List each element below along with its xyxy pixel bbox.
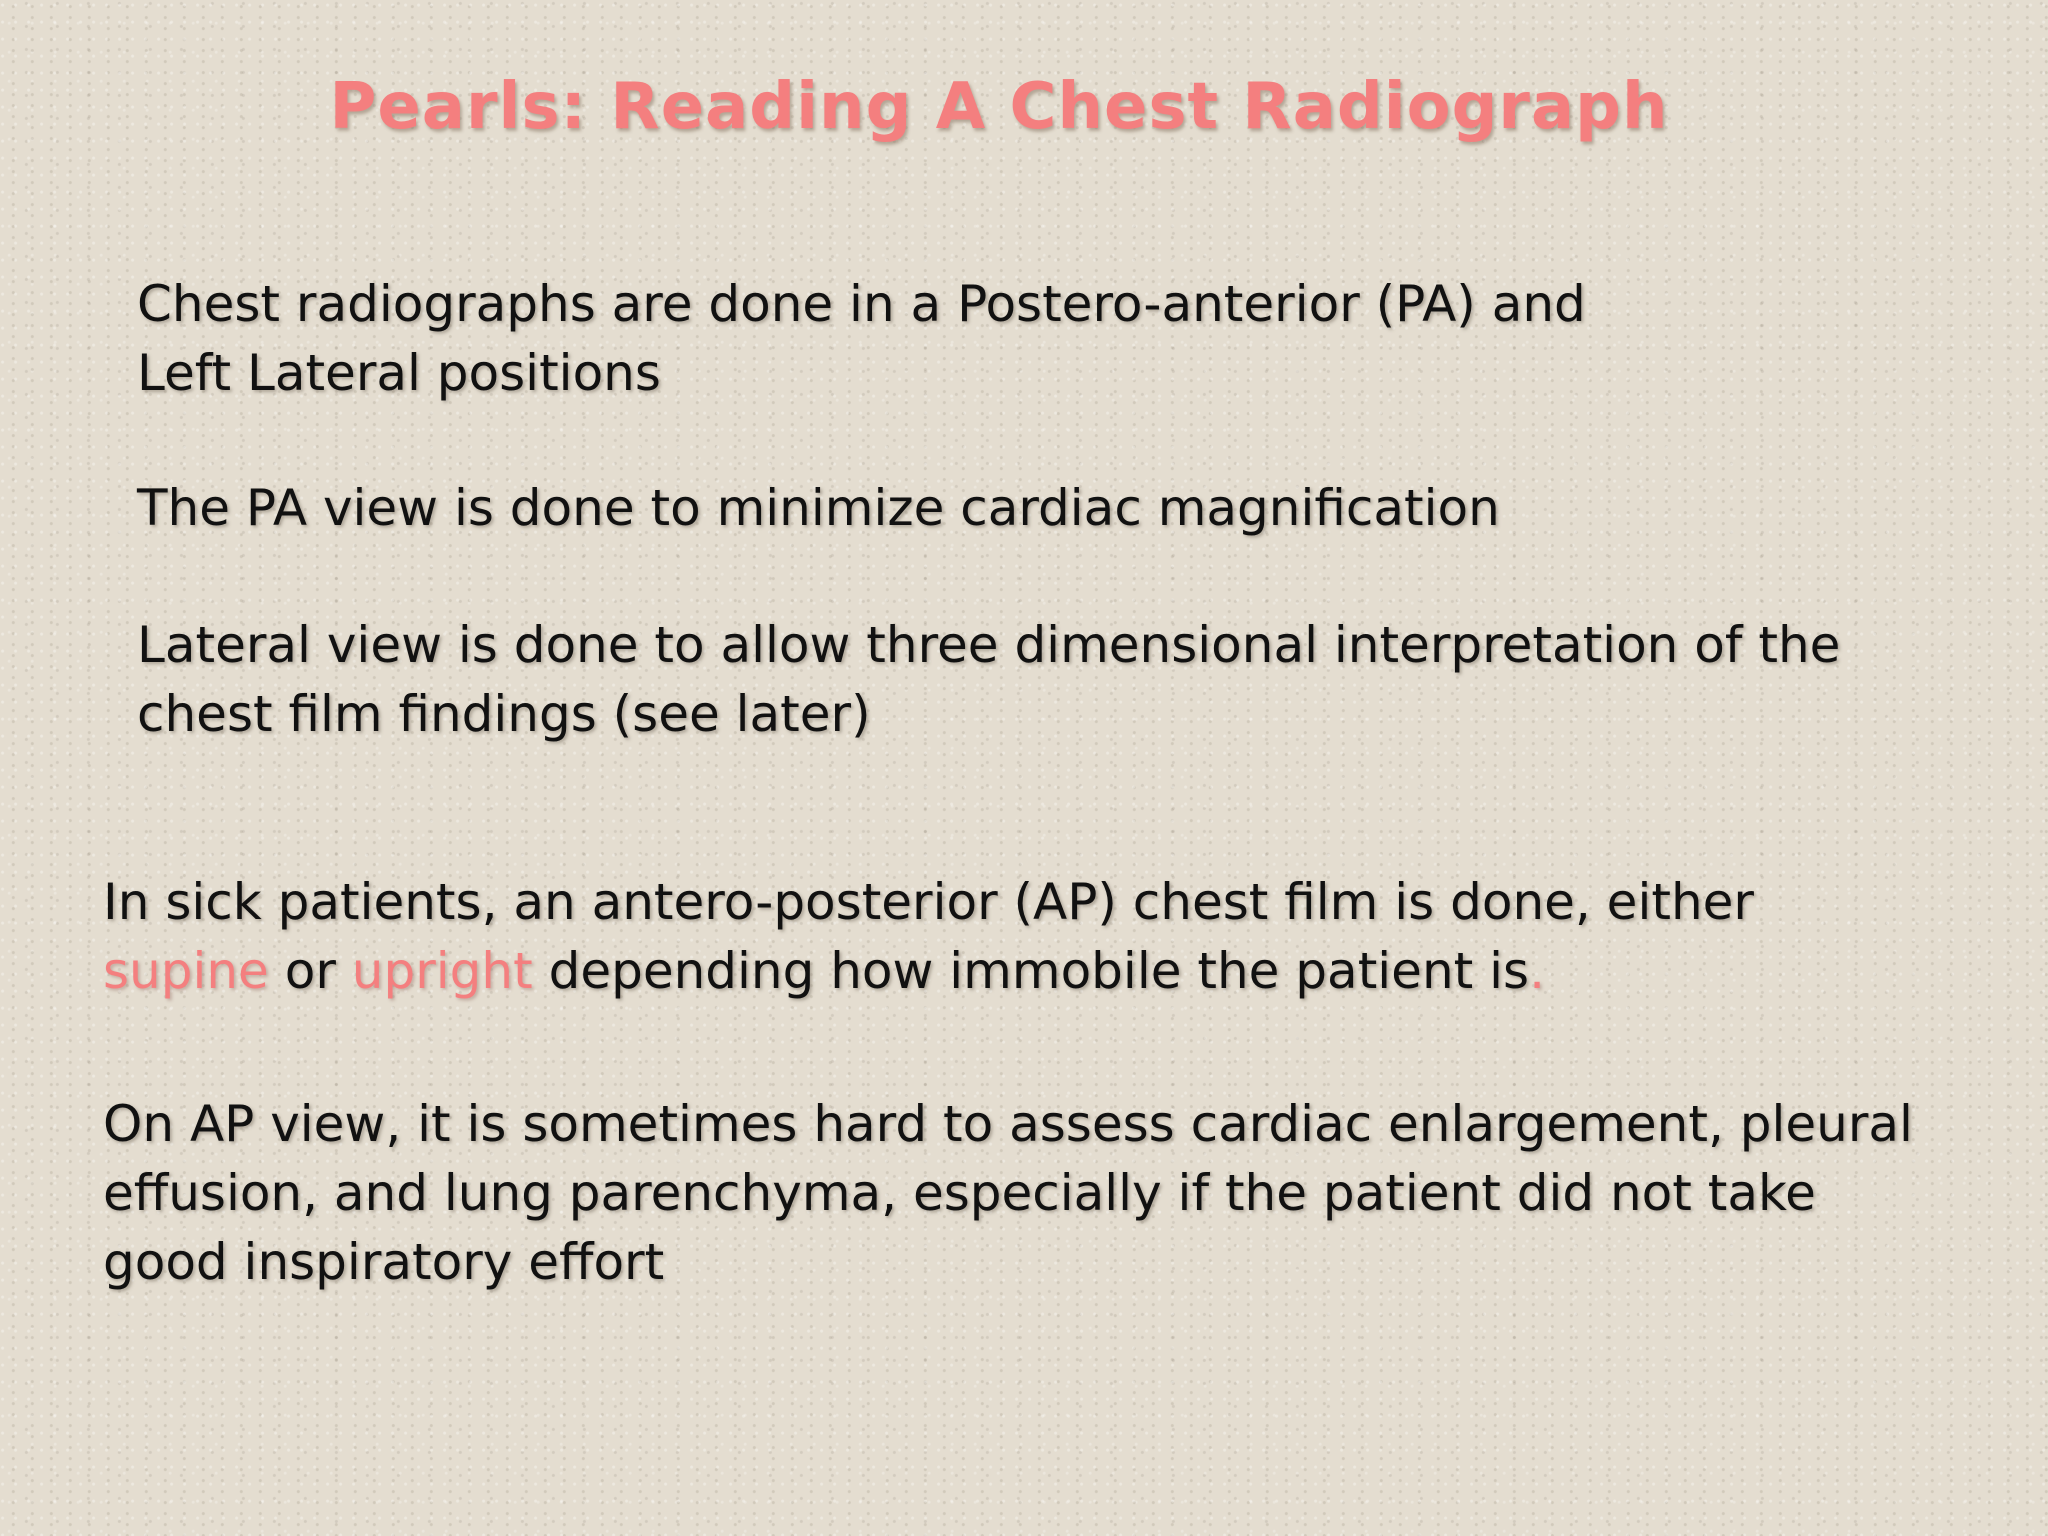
slide-title [0, 70, 2048, 144]
paragraph-line: effusion, and lung parenchyma, especially if the patient did not take [103, 1164, 1816, 1222]
paragraph-line: The PA view is done to minimize cardiac magnification [137, 479, 1500, 537]
connector-text: or [268, 942, 352, 1000]
paragraph-line: On AP view, it is sometimes hard to assess cardiac enlargement, pleural [103, 1095, 1913, 1153]
highlight-upright: upright [351, 942, 533, 1000]
paragraph-ap-limitations [103, 1090, 1913, 1297]
highlight-supine: supine [103, 942, 269, 1000]
paragraph-line: Lateral view is done to allow three dimensional interpretation of the [137, 616, 1841, 674]
paragraph-line: chest film findings (see later) [137, 685, 871, 743]
paragraph-line-mixed [103, 937, 1754, 1006]
paragraph-views [137, 270, 1586, 408]
paragraph-lateral-view [137, 611, 1840, 749]
paragraph-line: Chest radiographs are done in a Postero-anterior (PA) and [137, 275, 1586, 333]
paragraph-ap-film [103, 868, 1754, 1006]
connector-text: depending how immobile the patient is [532, 942, 1530, 1000]
paragraph-pa-view [137, 474, 1500, 543]
paragraph-line: In sick patients, an antero-posterior (AP) chest film is done, either [103, 873, 1754, 931]
paragraph-line: Left Lateral positions [137, 344, 661, 402]
highlight-period: . [1529, 942, 1545, 1000]
slide-title-text: Pearls: Reading A Chest Radiograph [329, 70, 1669, 144]
paragraph-line: good inspiratory effort [103, 1233, 665, 1291]
